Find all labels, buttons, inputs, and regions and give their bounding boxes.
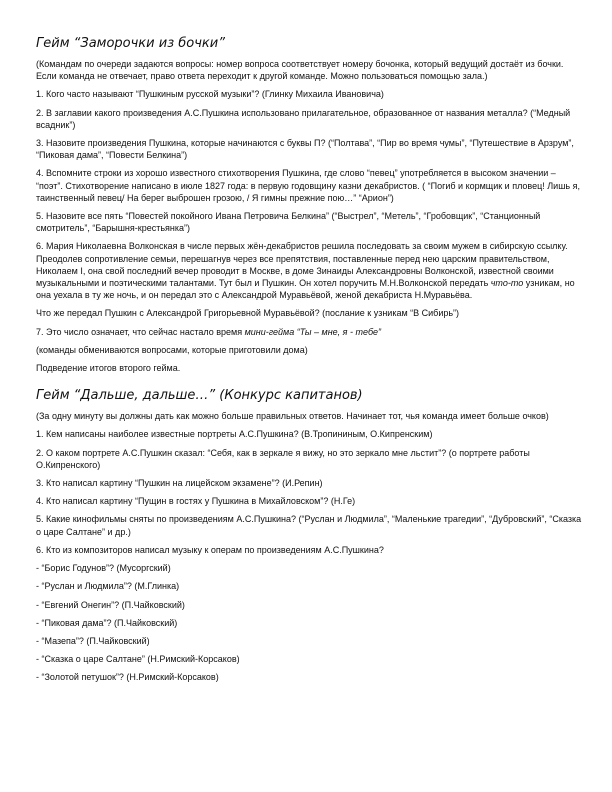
section-1-note: (команды обмениваются вопросами, которые приготовили дома) <box>36 344 308 355</box>
opera-item: - “Мазепа”? (П.Чайковский) <box>36 635 150 646</box>
question-1-7 <box>36 326 582 338</box>
section-1-summary: Подведение итогов второго гейма. <box>36 363 181 374</box>
question-1-6 <box>36 240 582 301</box>
question-1-6-text-a: 6. Мария Николаевна Волконская в числе первых жён-декабристов решила последовать за своим мужем в сибирскую ссылку. Преодолев сопротивление семьи, перешагнув через все препятствия, поставленные перед нею царским правительством, Николаем I, она свой последний вечер проводит в Москве, в доме Зинаиды Александровны Волконской, известной своими музыкальными и поэтическими талантами. Тут был и Пушкин. Он хотел поручить М.Н.Волконской передать <box>36 241 568 289</box>
question-2-6: 6. Кто из композиторов написал музыку к операм по произведениям А.С.Пушкина? <box>36 544 384 555</box>
opera-item: - “Сказка о царе Салтане” (Н.Римский-Корсаков) <box>36 654 240 665</box>
question-1-4: 4. Вспомните строки из хорошо известного стихотворения Пушкина, где слово “певец” употребляется в высоком значении – “поэт”. Стихотворение написано в июле 1827 года: в первую годовщину казни декабристов. ( “Погиб и кормщик и пловец! Лишь я, таинственный певец/ На берег выброшен грозою, / Я гимны прежние пою…” “Арион”) <box>36 168 580 203</box>
question-1-2: 2. В заглавии какого произведения А.С.Пушкина использовано прилагательное, образованное от названия металла? (“Медный всадник”) <box>36 107 571 130</box>
question-2-5: 5. Какие кинофильмы сняты по произведениям А.С.Пушкина? (“Руслан и Людмила”, “Маленькие трагедии”, “Дубровский”, “Сказка о царе Салтане” и др.) <box>36 514 582 537</box>
opera-item: - “Евгений Онегин”? (П.Чайковский) <box>36 599 185 610</box>
section-2-title: Гейм “Дальше, дальше…” (Конкурс капитанов) <box>36 388 363 404</box>
section-1-title: Гейм “Заморочки из бочки” <box>36 36 225 51</box>
question-1-6-italic: что-то <box>490 278 524 289</box>
question-2-1: 1. Кем написаны наиболее известные портреты А.С.Пушкина? (В.Тропининым, О.Кипренским) <box>36 429 433 440</box>
question-1-7-italic: мини-гейма “Ты – мне, я - тебе” <box>244 326 382 337</box>
question-2-2: 2. О каком портрете А.С.Пушкин сказал: “Себя, как в зеркале я вижу, но это зеркало мне льстит”? (о портрете работы О.Кипренского) <box>36 447 530 470</box>
section-2-intro: (За одну минуту вы должны дать как можно больше правильных ответов. Начинает тот, чья команда имеет больше очков) <box>36 411 549 422</box>
opera-item: - “Пиковая дама”? (П.Чайковский) <box>36 617 178 628</box>
question-1-5: 5. Назовите все пять “Повестей покойного Ивана Петровича Белкина” (“Выстрел”, “Метель”, “Гробовщик”, “Станционный смотритель”, “Барышня-крестьянка”) <box>36 211 541 234</box>
question-1-7-text: 7. Это число означает, что сейчас настало время <box>36 326 245 337</box>
section-divider <box>36 380 582 388</box>
question-2-3: 3. Кто написал картину “Пушкин на лицейском экзамене”? (И.Репин) <box>36 478 323 489</box>
question-1-1: 1. Кого часто называют “Пушкиным русской музыки”? (Глинку Михаила Ивановича) <box>36 89 384 100</box>
opera-item: - “Золотой петушок”? (Н.Римский-Корсаков) <box>36 672 219 683</box>
opera-item: - “Руслан и Людмила”? (М.Глинка) <box>36 581 180 592</box>
question-2-4: 4. Кто написал картину “Пущин в гостях у Пушкина в Михайловском”? (Н.Ге) <box>36 496 356 507</box>
question-1-6-followup: Что же передал Пушкин с Александрой Григорьевной Муравьёвой? (послание к узникам “В Сибирь”) <box>36 308 460 319</box>
question-1-6-text-b: узникам, но она уехала в ту же ночь, и он передал это с Александрой Муравьёвой, женой декабриста Н.Муравьёва. <box>36 278 575 301</box>
question-1-3: 3. Назовите произведения Пушкина, которые начинаются с буквы П? (“Полтава”, “Пир во время чумы”, “Путешествие в Арзрум”, “Пиковая дама”, “Повести Белкина”) <box>36 138 574 161</box>
opera-item: - “Борис Годунов”? (Мусоргский) <box>36 563 171 574</box>
document-page <box>36 36 582 690</box>
section-1-intro: (Командам по очереди задаются вопросы: номер вопроса соответствует номеру бочонка, который ведущий достаёт из бочки. Если команда не отвечает, право ответа переходит к другой команде. Можно пользоваться помощью зала.) <box>36 59 564 82</box>
